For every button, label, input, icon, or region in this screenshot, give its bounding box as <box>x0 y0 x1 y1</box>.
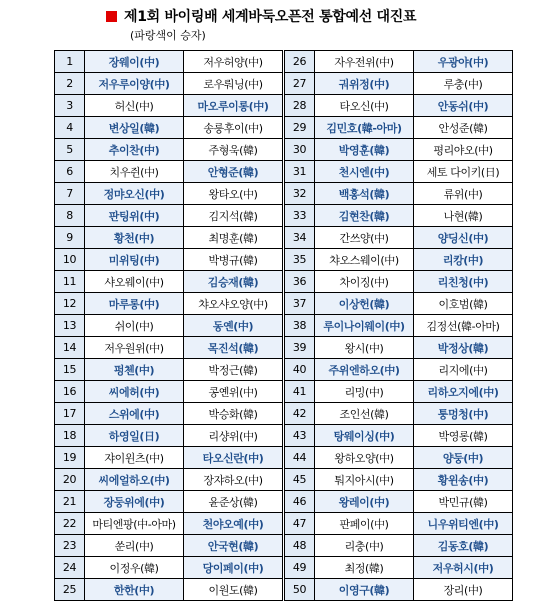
player-b: 저우허시(中) <box>414 557 513 579</box>
player-a: 김민호(韓-아마) <box>315 117 414 139</box>
player-a: 박영훈(韓) <box>315 139 414 161</box>
match-number: 47 <box>285 513 315 535</box>
player-b: 김동호(韓) <box>414 535 513 557</box>
player-b: 세토 다이키(日) <box>414 161 513 183</box>
player-b: 평리야오(中) <box>414 139 513 161</box>
player-a: 스위에(中) <box>85 403 184 425</box>
player-b: 나현(韓) <box>414 205 513 227</box>
match-number: 1 <box>55 51 85 73</box>
match-number: 50 <box>285 579 315 601</box>
player-a: 치우쥔(中) <box>85 161 184 183</box>
player-a: 저우원위(中) <box>85 337 184 359</box>
match-number: 45 <box>285 469 315 491</box>
player-a: 마티엔팡(中-아마) <box>85 513 184 535</box>
player-b: 리친청(中) <box>414 271 513 293</box>
player-b: 안성준(韓) <box>414 117 513 139</box>
player-a: 궈위정(中) <box>315 73 414 95</box>
page-title: 제1회 바이링배 세계바둑오픈전 통합예선 대진표 <box>124 9 417 25</box>
player-b: 안국현(韓) <box>184 535 283 557</box>
player-a: 황천(中) <box>85 227 184 249</box>
player-a: 저우루이양(中) <box>85 73 184 95</box>
match-number: 7 <box>55 183 85 205</box>
player-a: 판팅위(中) <box>85 205 184 227</box>
match-number: 32 <box>285 183 315 205</box>
player-a: 퉈지아시(中) <box>315 469 414 491</box>
match-number: 24 <box>55 557 85 579</box>
match-number: 19 <box>55 447 85 469</box>
player-b: 리샹위(中) <box>184 425 283 447</box>
player-b: 안형준(韓) <box>184 161 283 183</box>
player-b: 류위(中) <box>414 183 513 205</box>
player-b: 이호범(韓) <box>414 293 513 315</box>
player-b: 왕타오(中) <box>184 183 283 205</box>
match-number: 13 <box>55 315 85 337</box>
player-a: 쑨리(中) <box>85 535 184 557</box>
player-a: 왕하오양(中) <box>315 447 414 469</box>
match-number: 49 <box>285 557 315 579</box>
table-row <box>55 491 513 513</box>
player-b: 로우뤄닝(中) <box>184 73 283 95</box>
player-a: 챠오스웨이(中) <box>315 249 414 271</box>
player-b: 주형욱(韓) <box>184 139 283 161</box>
table-row <box>55 51 513 73</box>
player-a: 미위팅(中) <box>85 249 184 271</box>
match-number: 28 <box>285 95 315 117</box>
table-row <box>55 469 513 491</box>
player-a: 씨에얼하오(中) <box>85 469 184 491</box>
match-number: 23 <box>55 535 85 557</box>
player-b: 타오신란(中) <box>184 447 283 469</box>
match-number: 12 <box>55 293 85 315</box>
match-number: 22 <box>55 513 85 535</box>
match-number: 10 <box>55 249 85 271</box>
match-number: 5 <box>55 139 85 161</box>
match-number: 43 <box>285 425 315 447</box>
player-b: 마오루이롱(中) <box>184 95 283 117</box>
match-number: 29 <box>285 117 315 139</box>
match-number: 21 <box>55 491 85 513</box>
match-number: 11 <box>55 271 85 293</box>
match-number: 37 <box>285 293 315 315</box>
player-a: 한한(中) <box>85 579 184 601</box>
player-a: 왕레이(中) <box>315 491 414 513</box>
player-b: 박영롱(韓) <box>414 425 513 447</box>
table-row <box>55 161 513 183</box>
table-row <box>55 139 513 161</box>
match-number: 15 <box>55 359 85 381</box>
player-b: 천야오예(中) <box>184 513 283 535</box>
player-b: 장쟈하오(中) <box>184 469 283 491</box>
player-b: 윤준상(韓) <box>184 491 283 513</box>
player-b: 안동쉬(中) <box>414 95 513 117</box>
match-number: 36 <box>285 271 315 293</box>
match-number: 26 <box>285 51 315 73</box>
player-a: 천시엔(中) <box>315 161 414 183</box>
match-number: 3 <box>55 95 85 117</box>
player-b: 리캉(中) <box>414 249 513 271</box>
table-row <box>55 513 513 535</box>
player-b: 동옌(中) <box>184 315 283 337</box>
player-a: 자우전위(中) <box>315 51 414 73</box>
player-b: 김정선(韓-아마) <box>414 315 513 337</box>
player-b: 김지석(韓) <box>184 205 283 227</box>
player-a: 샤오웨이(中) <box>85 271 184 293</box>
match-number: 16 <box>55 381 85 403</box>
table-row <box>55 579 513 601</box>
player-a: 리밍(中) <box>315 381 414 403</box>
match-number: 41 <box>285 381 315 403</box>
match-number: 8 <box>55 205 85 227</box>
player-a: 최정(韓) <box>315 557 414 579</box>
table-row <box>55 535 513 557</box>
table-row <box>55 183 513 205</box>
player-b: 니우위티엔(中) <box>414 513 513 535</box>
table-row <box>55 117 513 139</box>
table-row <box>55 95 513 117</box>
table-row <box>55 315 513 337</box>
match-number: 25 <box>55 579 85 601</box>
player-a: 간쓰양(中) <box>315 227 414 249</box>
legend-note: (파랑색이 승자) <box>130 29 206 42</box>
player-b: 박승화(韓) <box>184 403 283 425</box>
match-number: 17 <box>55 403 85 425</box>
player-a: 이영구(韓) <box>315 579 414 601</box>
player-b: 루충(中) <box>414 73 513 95</box>
player-b: 콩옌위(中) <box>184 381 283 403</box>
player-b: 박정상(韓) <box>414 337 513 359</box>
match-number: 39 <box>285 337 315 359</box>
player-a: 씨에허(中) <box>85 381 184 403</box>
table-row <box>55 73 513 95</box>
table-row <box>55 227 513 249</box>
player-a: 장둥위에(中) <box>85 491 184 513</box>
player-a: 쉬이(中) <box>85 315 184 337</box>
match-number: 35 <box>285 249 315 271</box>
player-b: 챠오샤오양(中) <box>184 293 283 315</box>
player-b: 이원도(韓) <box>184 579 283 601</box>
table-row <box>55 447 513 469</box>
player-a: 허신(中) <box>85 95 184 117</box>
match-number: 46 <box>285 491 315 513</box>
table-row <box>55 425 513 447</box>
player-b: 양둥(中) <box>414 447 513 469</box>
player-a: 조인선(韓) <box>315 403 414 425</box>
player-b: 목진석(韓) <box>184 337 283 359</box>
player-b: 양딩신(中) <box>414 227 513 249</box>
player-a: 이상헌(韓) <box>315 293 414 315</box>
player-a: 주위엔하오(中) <box>315 359 414 381</box>
table-row <box>55 359 513 381</box>
player-b: 장리(中) <box>414 579 513 601</box>
player-a: 타오신(中) <box>315 95 414 117</box>
player-b: 저우허양(中) <box>184 51 283 73</box>
player-a: 루이나이웨이(中) <box>315 315 414 337</box>
match-number: 38 <box>285 315 315 337</box>
bracket-table <box>54 50 513 601</box>
table-row <box>55 205 513 227</box>
match-number: 33 <box>285 205 315 227</box>
player-a: 펑첸(中) <box>85 359 184 381</box>
table-row <box>55 381 513 403</box>
table-row <box>55 403 513 425</box>
player-a: 판페이(中) <box>315 513 414 535</box>
player-a: 김현찬(韓) <box>315 205 414 227</box>
match-number: 42 <box>285 403 315 425</box>
match-number: 30 <box>285 139 315 161</box>
player-b: 박정근(韓) <box>184 359 283 381</box>
match-number: 4 <box>55 117 85 139</box>
player-a: 탕웨이싱(中) <box>315 425 414 447</box>
square-bullet-icon <box>106 11 117 22</box>
player-b: 우광야(中) <box>414 51 513 73</box>
table-row <box>55 557 513 579</box>
player-a: 이정우(韓) <box>85 557 184 579</box>
player-a: 리충(中) <box>315 535 414 557</box>
player-b: 퉁멍청(中) <box>414 403 513 425</box>
match-number: 27 <box>285 73 315 95</box>
match-number: 40 <box>285 359 315 381</box>
player-b: 리하오지에(中) <box>414 381 513 403</box>
player-b: 박민규(韓) <box>414 491 513 513</box>
match-number: 9 <box>55 227 85 249</box>
player-a: 하영일(日) <box>85 425 184 447</box>
player-b: 송룽후이(中) <box>184 117 283 139</box>
player-a: 쟈이윈츠(中) <box>85 447 184 469</box>
match-number: 44 <box>285 447 315 469</box>
player-a: 차이징(中) <box>315 271 414 293</box>
page-header <box>106 6 416 26</box>
player-a: 왕시(中) <box>315 337 414 359</box>
match-number: 20 <box>55 469 85 491</box>
player-b: 리지에(中) <box>414 359 513 381</box>
table-row <box>55 249 513 271</box>
match-number: 2 <box>55 73 85 95</box>
match-number: 6 <box>55 161 85 183</box>
player-b: 김승재(韓) <box>184 271 283 293</box>
match-number: 34 <box>285 227 315 249</box>
table-row <box>55 293 513 315</box>
player-b: 황윈송(中) <box>414 469 513 491</box>
player-a: 정먀오신(中) <box>85 183 184 205</box>
table-row <box>55 337 513 359</box>
table-row <box>55 271 513 293</box>
player-a: 변상일(韓) <box>85 117 184 139</box>
player-b: 박병규(韓) <box>184 249 283 271</box>
match-number: 14 <box>55 337 85 359</box>
player-a: 장웨이(中) <box>85 51 184 73</box>
match-number: 18 <box>55 425 85 447</box>
player-b: 최명훈(韓) <box>184 227 283 249</box>
player-a: 마루롱(中) <box>85 293 184 315</box>
match-number: 31 <box>285 161 315 183</box>
player-a: 백홍석(韓) <box>315 183 414 205</box>
player-a: 추이찬(中) <box>85 139 184 161</box>
player-b: 당이페이(中) <box>184 557 283 579</box>
match-number: 48 <box>285 535 315 557</box>
